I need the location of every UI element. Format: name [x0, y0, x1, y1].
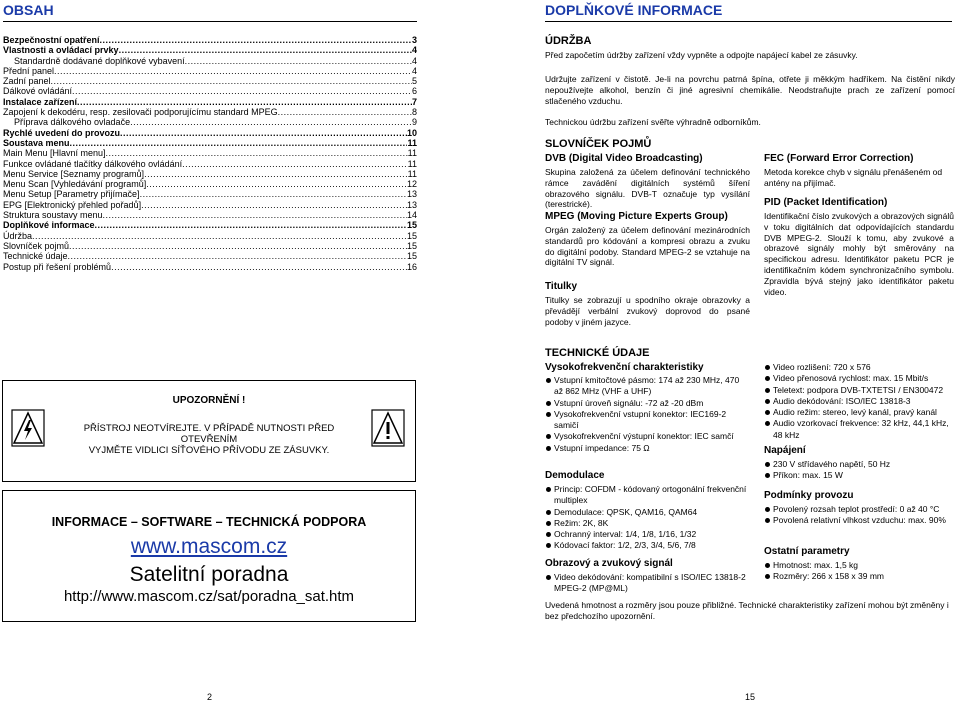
- toc-entry[interactable]: [3, 128, 417, 138]
- toc-entry-label: Menu Setup [Parametry přijímače]: [3, 189, 140, 200]
- glossary-text-mpeg: Orgán založený za účelem definování mezinárodních standardů pro kódování a kompresi obrazu a zvuku do digitální podoby. Standard MPEG-2 se vztahuje na digitální TV signál.: [545, 225, 750, 268]
- power-title: Napájení: [764, 445, 806, 456]
- glossary-term-pid: PID (Packet Identification): [764, 197, 888, 208]
- spec-item: Režim: 2K, 8K: [545, 518, 750, 529]
- av-list: [545, 572, 750, 595]
- toc-entry-page: 15: [406, 220, 417, 231]
- toc-page-title: OBSAH: [3, 2, 417, 22]
- rf-list: [545, 375, 750, 454]
- warning-box: [2, 380, 416, 482]
- specs-title: TECHNICKÉ ÚDAJE: [545, 347, 650, 359]
- toc-entry-page: 11: [407, 148, 417, 159]
- rf-title: Vysokofrekvenční charakteristiky: [545, 362, 704, 373]
- right-page-number: 15: [745, 692, 756, 702]
- toc-entry[interactable]: [3, 138, 417, 148]
- toc-entry-page: 11: [407, 158, 417, 169]
- toc-entry-page: 8: [411, 107, 417, 118]
- spec-item: Teletext: podpora DVB-TXTETSI / EN300472: [764, 385, 956, 396]
- toc-entry-label: Bezpečnostní opatření: [3, 35, 100, 45]
- toc-entry-label: Soustava menu: [3, 137, 70, 148]
- toc-leader-dots: [185, 56, 412, 66]
- toc-entry[interactable]: [3, 251, 417, 261]
- toc-entry-page: 4: [411, 55, 417, 66]
- spec-item: Příkon: max. 15 W: [764, 470, 956, 481]
- warning-line-2: VYJMĚTE VIDLICI SÍŤOVÉHO PŘÍVODU ZE ZÁSUVKY.: [88, 445, 330, 456]
- toc-entry-page: 15: [406, 240, 417, 251]
- glossary-term-subtitles: Titulky: [545, 281, 578, 292]
- toc-entry[interactable]: [3, 210, 417, 220]
- electric-shock-warning-icon: [11, 409, 45, 447]
- spec-item: Audio vzorkovací frekvence: 32 kHz, 44,1 kHz, 48 kHz: [764, 418, 956, 441]
- toc-leader-dots: [95, 220, 407, 230]
- glossary-term-dvb: DVB (Digital Video Broadcasting): [545, 153, 703, 164]
- spec-item: Video dekódování: kompatibilní s ISO/IEC 13818-2 MPEG-2 (MP@ML): [545, 572, 750, 595]
- toc-entry-page: 12: [406, 179, 417, 190]
- spec-item: Audio dekódování: ISO/IEC 13818-3: [764, 396, 956, 407]
- toc-entry-label: Postup při řešení problémů: [3, 261, 112, 272]
- toc-entry-page: 15: [406, 251, 417, 262]
- table-of-contents: [3, 35, 417, 272]
- toc-leader-dots: [146, 179, 407, 189]
- spec-item: Hmotnost: max. 1,5 kg: [764, 560, 956, 571]
- spec-item: Kódovací faktor: 1/2, 2/3, 3/4, 5/6, 7/8: [545, 540, 750, 551]
- toc-leader-dots: [140, 189, 407, 199]
- toc-entry-page: 11: [407, 137, 417, 148]
- spec-item: Video rozlišení: 720 x 576: [764, 362, 956, 373]
- toc-entry[interactable]: [3, 220, 417, 230]
- maintenance-p1: Před započetím údržby zařízení vždy vypněte a odpojte napájecí kabel ze zásuvky.: [545, 50, 858, 60]
- toc-entry[interactable]: [3, 97, 417, 107]
- toc-leader-dots: [182, 159, 408, 169]
- av-title: Obrazový a zvukový signál: [545, 558, 673, 569]
- toc-leader-dots: [54, 66, 412, 76]
- toc-entry[interactable]: [3, 189, 417, 199]
- toc-entry[interactable]: [3, 231, 417, 241]
- glossary-title: SLOVNÍČEK POJMŮ: [545, 138, 652, 150]
- info-box: [2, 490, 416, 622]
- toc-entry-label: Příprava dálkového ovladače: [14, 117, 131, 128]
- toc-entry-label: Struktura soustavy menu: [3, 210, 103, 221]
- toc-entry-label: Instalace zařízení: [3, 96, 78, 107]
- specs-note: Uvedená hmotnost a rozměry jsou pouze přibližné. Technické charakteristiky zařízení mohou být změněny i bez předchozího upozornění.: [545, 600, 949, 621]
- spec-item: Rozměry: 266 x 158 x 39 mm: [764, 571, 956, 582]
- spec-item: Demodulace: QPSK, QAM16, QAM64: [545, 507, 750, 518]
- toc-entry-page: 16: [406, 261, 417, 272]
- toc-entry-page: 6: [411, 86, 417, 97]
- toc-entry[interactable]: [3, 117, 417, 127]
- toc-entry[interactable]: [3, 86, 417, 96]
- toc-entry-page: 4: [411, 65, 417, 76]
- toc-entry-page: 5: [411, 76, 417, 87]
- warning-line-1: PŘÍSTROJ NEOTVÍREJTE. V PŘÍPADĚ NUTNOSTI PŘED OTEVŘENÍM: [83, 423, 335, 445]
- toc-leader-dots: [103, 210, 407, 220]
- env-list: [764, 504, 956, 527]
- other-title: Ostatní parametry: [764, 546, 850, 557]
- glossary-term-mpeg: MPEG (Moving Picture Experts Group): [545, 211, 728, 222]
- toc-entry-label: Zadní panel: [3, 76, 51, 87]
- spec-item: Povolená relativní vlhkost vzduchu: max. 90%: [764, 515, 956, 526]
- toc-entry[interactable]: [3, 148, 417, 158]
- toc-leader-dots: [106, 148, 408, 158]
- spec-item: Povolený rozsah teplot prostředí: 0 až 40 °C: [764, 504, 956, 515]
- toc-leader-dots: [278, 107, 412, 117]
- toc-entry-page: 13: [406, 199, 417, 210]
- toc-entry-label: Slovníček pojmů: [3, 240, 70, 251]
- toc-entry[interactable]: [3, 76, 417, 86]
- toc-entry-label: Funkce ovládané tlačítky dálkového ovládání: [3, 158, 183, 169]
- toc-leader-dots: [111, 262, 407, 272]
- demod-title: Demodulace: [545, 470, 605, 481]
- extra-info-page-title: DOPLŇKOVÉ INFORMACE: [545, 2, 952, 22]
- toc-entry[interactable]: [3, 241, 417, 251]
- left-page-number: 2: [207, 692, 213, 702]
- toc-leader-dots: [32, 231, 407, 241]
- toc-entry-page: 3: [411, 35, 417, 45]
- maintenance-p2: Udržujte zařízení v čistotě. Je-li na povrchu patrná špína, otřete ji měkkým hadříkem. Na čistění nikdy nepoužívejte alkohol, benzín či jiné agresivní chemikálie. Neodstraňujte prach ze zařízení pomocí stlačeného vzduchu.: [545, 74, 955, 106]
- spec-item: Vysokofrekvenční vstupní konektor: IEC169-2 samičí: [545, 409, 750, 432]
- power-list: [764, 459, 956, 482]
- exclamation-warning-icon: [371, 409, 405, 447]
- env-title: Podmínky provozu: [764, 490, 854, 501]
- spec-item: Vysokofrekvenční výstupní konektor: IEC samčí: [545, 431, 750, 442]
- glossary-text-dvb: Skupina založená za účelem definování technického rámce zavádění digitálních systémů šíření obrazového signálu. DVB-T označuje typ vysílání (terestrické).: [545, 167, 750, 210]
- toc-leader-dots: [130, 117, 412, 127]
- spec-item: 230 V střídavého napětí, 50 Hz: [764, 459, 956, 470]
- toc-leader-dots: [51, 76, 412, 86]
- toc-entry-label: Vlastnosti a ovládací prvky: [3, 45, 119, 56]
- spec-item: Video přenosová rychlost: max. 15 Mbit/s: [764, 373, 956, 384]
- warning-title: UPOZORNĚNÍ !: [172, 395, 246, 406]
- toc-leader-dots: [120, 128, 407, 138]
- toc-entry-label: Menu Service [Seznamy programů]: [3, 168, 145, 179]
- glossary-text-pid: Identifikační číslo zvukových a obrazových signálů v toku digitálních dat odpovídajících standardu DVB MPEG-2. Slouží k tomu, aby zvukové a obrazové signály mohly být směrovány na specifickou adresu. Identifikátor paketu PCR je identifikačním kódem synchronizačního symbolu. Zpravidla bývá stejný jako identifikátor paketu video.: [764, 211, 954, 297]
- other-list: [764, 560, 956, 583]
- website-link[interactable]: www.mascom.cz: [130, 535, 288, 558]
- warning-text: [55, 423, 363, 456]
- spec-item: Ochranný interval: 1/4, 1/8, 1/16, 1/32: [545, 529, 750, 540]
- toc-leader-dots: [77, 97, 412, 107]
- toc-leader-dots: [72, 86, 412, 96]
- toc-entry[interactable]: [3, 179, 417, 189]
- toc-entry[interactable]: [3, 66, 417, 76]
- toc-entry-page: 10: [406, 127, 417, 138]
- toc-entry-label: EPG [Elektronický přehled pořadů]: [3, 199, 142, 210]
- toc-entry-label: Standardně dodávané doplňkové vybavení: [14, 55, 185, 66]
- toc-leader-dots: [119, 45, 412, 55]
- glossary-text-subtitles: Titulky se zobrazují u spodního okraje obrazovky a převádějí verbální zvukový doprovod do psané podoby v jiném jazyce.: [545, 295, 750, 327]
- toc-entry-page: 11: [407, 168, 417, 179]
- toc-entry-label: Dálkové ovládání: [3, 86, 73, 97]
- spec-item: Vstupní úroveň signálu: -72 až -20 dBm: [545, 398, 750, 409]
- toc-entry-page: 9: [411, 117, 417, 128]
- toc-entry-page: 15: [406, 230, 417, 241]
- toc-entry-label: Zapojení k dekodéru, resp. zesilovači podporujícímu standard MPEG: [3, 107, 278, 118]
- video-list: [764, 362, 956, 441]
- toc-entry-page: 7: [411, 96, 417, 107]
- toc-leader-dots: [70, 138, 408, 148]
- toc-entry[interactable]: [3, 262, 417, 272]
- toc-entry[interactable]: [3, 200, 417, 210]
- toc-entry-label: Technické údaje: [3, 251, 68, 262]
- spec-item: Audio režim: stereo, levý kanál, pravý kanál: [764, 407, 956, 418]
- spec-item: Vstupní impedance: 75 Ω: [545, 443, 750, 454]
- toc-entry-label: Rychlé uvedení do provozu: [3, 127, 121, 138]
- demod-list: [545, 484, 750, 552]
- toc-entry[interactable]: [3, 169, 417, 179]
- glossary-text-fec: Metoda korekce chyb v signálu přenášeném od antény na přijímač.: [764, 167, 943, 188]
- toc-leader-dots: [100, 35, 412, 45]
- toc-entry[interactable]: [3, 159, 417, 169]
- info-title: INFORMACE – SOFTWARE – TECHNICKÁ PODPORA: [51, 515, 367, 529]
- maintenance-p3: Technickou údržbu zařízení svěřte výhradně odborníkům.: [545, 117, 761, 127]
- toc-leader-dots: [144, 169, 408, 179]
- toc-entry-label: Přední panel: [3, 65, 55, 76]
- toc-entry-label: Menu Scan [Vyhledávání programů]: [3, 179, 147, 190]
- toc-entry-label: Údržba: [3, 230, 33, 241]
- spec-item: Vstupní kmitočtové pásmo: 174 až 230 MHz, 470 až 862 MHz (VHF a UHF): [545, 375, 750, 398]
- toc-entry[interactable]: [3, 56, 417, 66]
- toc-entry-page: 13: [406, 189, 417, 200]
- toc-entry[interactable]: [3, 45, 417, 55]
- toc-entry[interactable]: [3, 35, 417, 45]
- toc-leader-dots: [141, 200, 407, 210]
- toc-entry-page: 4: [411, 45, 417, 56]
- right-page: [480, 0, 960, 705]
- spec-item: Princip: COFDM - kódovaný ortogonální frekvenční multiplex: [545, 484, 750, 507]
- toc-entry-label: Doplňkové informace: [3, 220, 95, 231]
- toc-entry-label: Main Menu [Hlavní menu]: [3, 148, 106, 159]
- glossary-term-fec: FEC (Forward Error Correction): [764, 153, 914, 164]
- satellite-advice-url[interactable]: http://www.mascom.cz/sat/poradna_sat.htm: [63, 588, 355, 605]
- maintenance-title: ÚDRŽBA: [545, 35, 592, 47]
- toc-leader-dots: [68, 251, 407, 261]
- toc-leader-dots: [69, 241, 407, 251]
- toc-entry-page: 14: [406, 210, 417, 221]
- satellite-advice-heading: Satelitní poradna: [129, 563, 289, 586]
- toc-entry[interactable]: [3, 107, 417, 117]
